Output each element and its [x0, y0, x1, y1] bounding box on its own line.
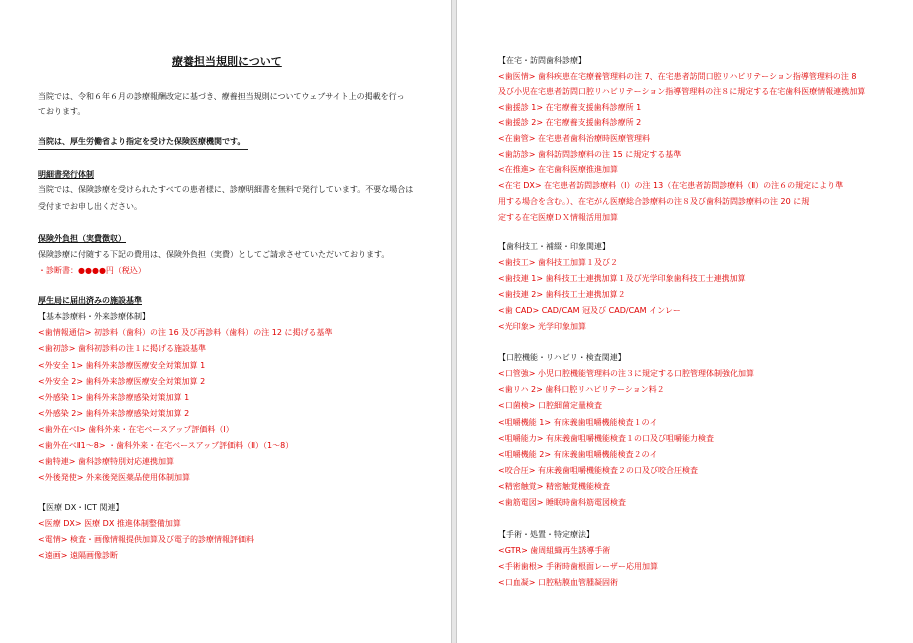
list-item: <電情> 検査・画像情報提供加算及び電子的診療情報評価料 — [38, 535, 254, 544]
list-item: <咬合圧> 有床義歯咀嚼機能検査２の口及び咬合圧検査 — [498, 466, 698, 475]
list-item: <GTR> 歯周組織再生誘導手術 — [498, 546, 611, 555]
list-item: <外安全 1> 歯科外来診療医療安全対策加算 1 — [38, 361, 206, 370]
home-heading: 【在宅・訪問歯科診療】 — [498, 56, 586, 65]
list-item: 及び小児在宅患者訪問口腔リハビリテーション指導管理料の注８に規定する在宅歯科医療情報連携加算 — [498, 87, 866, 96]
list-item: <歯訪診> 歯科訪問診療料の注 15 に規定する基準 — [498, 150, 682, 159]
list-item: <歯技工> 歯科技工加算１及び２ — [498, 258, 618, 267]
list-item: <歯 CAD> CAD/CAM 冠及び CAD/CAM インレー — [498, 306, 681, 315]
designation-statement: 当院は、厚生労働省より指定を受けた保険医療機関です。 — [38, 137, 246, 146]
intro-line-2: ております。 — [38, 107, 86, 116]
designation-underline — [38, 149, 248, 150]
list-item: <歯援診 1> 在宅療養支援歯科診療所 1 — [498, 103, 642, 112]
receipt-line-2: 受付までお申し出ください。 — [38, 202, 142, 211]
list-item: <外感染 2> 歯科外来診療感染対策加算 2 — [38, 409, 190, 418]
surgery-heading: 【手術・処置・特定療法】 — [498, 530, 594, 539]
list-item: <歯外在ベⅠ> 歯科外来・在宅ベースアップ評価料（Ⅰ） — [38, 425, 234, 434]
list-item: <歯特連> 歯科診療特別対応連携加算 — [38, 457, 174, 466]
list-item: <歯技連 1> 歯科技工士連携加算１及び光学印象歯科技工士連携加算 — [498, 274, 746, 283]
oral-heading: 【口腔機能・リハビリ・検査関連】 — [498, 353, 626, 362]
list-item: <歯援診 2> 在宅療養支援歯科診療所 2 — [498, 118, 642, 127]
list-item: <精密触覚> 精密触覚機能検査 — [498, 482, 610, 491]
list-item: <外感染 1> 歯科外来診療感染対策加算 1 — [38, 393, 190, 402]
list-item: <口菌検> 口腔細菌定量検査 — [498, 401, 602, 410]
list-item: <光印象> 光学印象加算 — [498, 322, 586, 331]
outside-fee: ・診断書：●●●●円（税込） — [38, 266, 146, 275]
list-item: <歯技連 2> 歯科技工士連携加算２ — [498, 290, 626, 299]
page-2 — [456, 0, 913, 643]
list-item: <咀嚼機能 1> 有床義歯咀嚼機能検査１のイ — [498, 418, 658, 427]
list-item: <医療 DX> 医療 DX 推進体制整備加算 — [38, 519, 181, 528]
page-1 — [0, 0, 452, 643]
page-title: 療養担当規則について — [172, 55, 282, 68]
list-item: <歯情報通信> 初診料（歯科）の注 16 及び再診料（歯科）の注 12 に掲げる基準 — [38, 328, 333, 337]
facility-heading: 厚生局に届出済みの施設基準 — [38, 296, 142, 305]
list-item: <在宅 DX> 在宅患者訪問診療料（Ⅰ）の注 13（在宅患者訪問診療料（Ⅱ）の注６の規定により準 — [498, 181, 844, 190]
outside-heading: 保険外負担（実費徴収） — [38, 234, 126, 243]
list-item: <歯筋電図> 睡眠時歯科筋電図検査 — [498, 498, 626, 507]
list-item: <歯医情> 歯科疾患在宅療養管理料の注 7、在宅患者訪問口腔リハビリテーション指導管理料の注 8 — [498, 72, 857, 81]
list-item: <在歯管> 在宅患者歯科治療時医療管理料 — [498, 134, 650, 143]
tech-heading: 【歯科技工・補綴・印象関連】 — [498, 242, 610, 251]
list-item: <外安全 2> 歯科外来診療医療安全対策加算 2 — [38, 377, 206, 386]
list-item: <歯外在ベⅡ1～8> ・歯科外来・在宅ベースアップ評価料（Ⅱ）（1～8） — [38, 441, 294, 450]
list-item: <口管強> 小児口腔機能管理料の注３に規定する口腔管理体制強化加算 — [498, 369, 754, 378]
list-item: <歯リハ 2> 歯科口腔リハビリテーション料２ — [498, 385, 665, 394]
intro-line-1: 当院では、令和６年６月の診療報酬改定に基づき、療養担当規則についてウェブサイト上の掲載を行っ — [38, 92, 405, 101]
list-item: <在推進> 在宅歯科医療推進加算 — [498, 165, 618, 174]
list-item: <咀嚼能力> 有床義歯咀嚼機能検査１の口及び咀嚼能力検査 — [498, 434, 714, 443]
list-item: <外後発使> 外来後発医薬品使用体制加算 — [38, 473, 190, 482]
receipt-line-1: 当院では、保険診療を受けられたすべての患者様に、診療明細書を無料で発行しています。不要な場合は — [38, 185, 414, 194]
list-item: <歯初診> 歯科初診料の注１に掲げる施設基準 — [38, 344, 206, 353]
list-item: 定する在宅医療ＤＸ情報活用加算 — [498, 213, 618, 222]
list-item: <遠画> 遠隔画像診断 — [38, 551, 118, 560]
list-item: 用する場合を含む。）、在宅がん医療総合診療料の注８及び歯科訪問診療料の注 20 に規 — [498, 197, 810, 206]
dx-heading: 【医療 DX・ICT 関連】 — [38, 503, 124, 512]
outside-line-1: 保険診療に付随する下記の費用は、保険外負担（実費）としてご請求させていただいております。 — [38, 250, 390, 259]
basic-heading: 【基本診療料・外来診療体制】 — [38, 312, 150, 321]
list-item: <口血凝> 口腔粘膜血管腫凝固術 — [498, 578, 618, 587]
list-item: <手術歯根> 手術時歯根面レーザー応用加算 — [498, 562, 658, 571]
receipt-heading: 明細書発行体制 — [38, 170, 94, 179]
list-item: <咀嚼機能 2> 有床義歯咀嚼機能検査２のイ — [498, 450, 658, 459]
